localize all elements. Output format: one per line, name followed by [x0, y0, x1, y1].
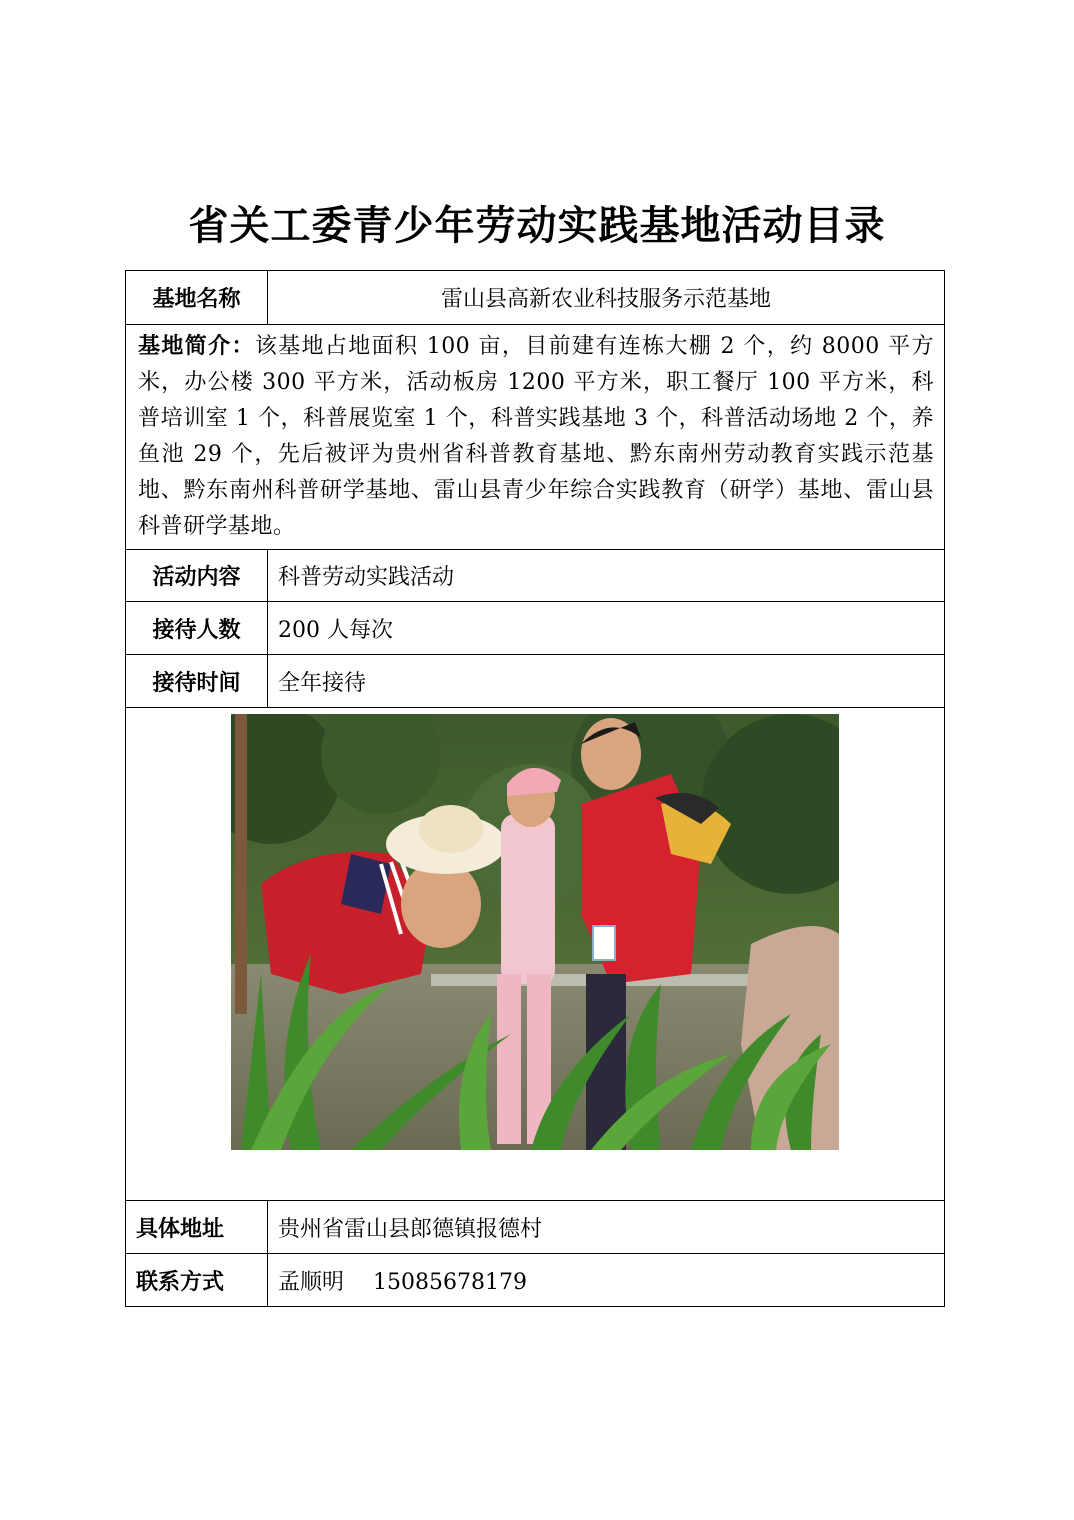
- reception-time-value: 全年接待: [268, 655, 945, 708]
- row-capacity: [126, 602, 945, 655]
- activity-value: 科普劳动实践活动: [268, 550, 945, 602]
- base-name-label: 基地名称: [126, 271, 268, 325]
- row-intro: [126, 325, 945, 550]
- row-photo: [126, 708, 945, 1201]
- photo-cell: [126, 708, 945, 1201]
- base-name-value: 雷山县高新农业科技服务示范基地: [268, 271, 945, 325]
- capacity-label: 接待人数: [126, 602, 268, 655]
- row-reception-time: [126, 655, 945, 708]
- activity-photo: [231, 714, 839, 1150]
- page-title: 省关工委青少年劳动实践基地活动目录: [188, 202, 886, 249]
- activity-label: 活动内容: [126, 550, 268, 602]
- address-label: 具体地址: [126, 1201, 268, 1254]
- capacity-value: 200 人每次: [268, 602, 945, 655]
- row-address: [126, 1201, 945, 1254]
- info-table: [125, 270, 945, 1307]
- row-activity: [126, 550, 945, 602]
- address-value: 贵州省雷山县郎德镇报德村: [268, 1201, 945, 1254]
- intro-text: 该基地占地面积 100 亩，目前建有连栋大棚 2 个，约 8000 平方米，办公楼 300 平方米，活动板房 1200 平方米，职工餐厅 100 平方米，科普培训室 1 个，科普展览室 1 个，科普实践基地 3 个，科普活动场地 2 个，养鱼池 29 个，先后被评为贵州省科普教育基地、黔东南州劳动教育实践示范基地、黔东南州科普研学基地、雷山县青少年综合实践教育（研学）基地、雷山县科普研学基地。: [138, 334, 934, 539]
- contact-label: 联系方式: [126, 1254, 268, 1307]
- row-base-name: [126, 271, 945, 325]
- intro-label: 基地简介：: [138, 334, 255, 359]
- reception-time-label: 接待时间: [126, 655, 268, 708]
- intro-cell: [126, 325, 945, 550]
- row-contact: [126, 1254, 945, 1307]
- contact-value: 孟顺明 15085678179: [268, 1254, 945, 1307]
